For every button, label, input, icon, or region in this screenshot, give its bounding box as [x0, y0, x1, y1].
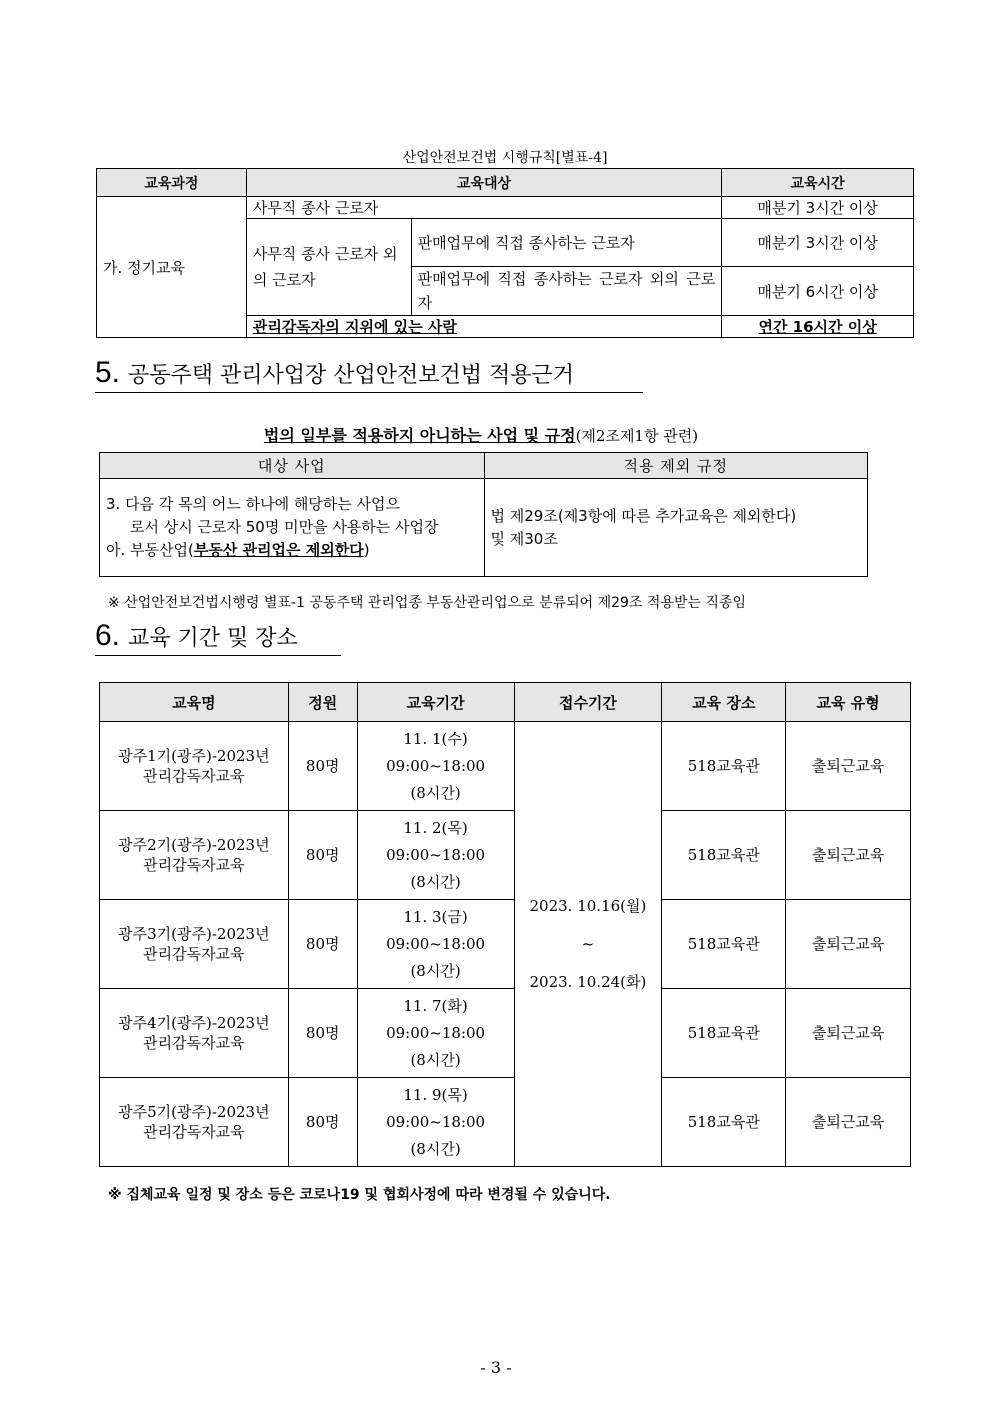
subtitle-ref: (제2조제1항 관련)	[575, 427, 699, 445]
target-cell: 관리감독자의 지위에 있는 사람	[246, 316, 721, 338]
section6-title: 교육 기간 및 장소	[128, 626, 298, 651]
edu-type: 출퇴근교육	[786, 1078, 911, 1167]
table-row	[100, 811, 911, 900]
capacity: 80명	[288, 722, 357, 811]
group-cell: 사무직 종사 근로자 외의 근로자	[246, 219, 411, 316]
exclusion-line: 법 제29조(제3항에 따른 추가교육은 제외한다)	[490, 506, 797, 525]
edu-type: 출퇴근교육	[786, 989, 911, 1078]
header-hours: 교육시간	[722, 169, 914, 197]
table-row	[100, 989, 911, 1078]
header-type: 교육 유형	[786, 683, 911, 722]
exclusion-table	[99, 452, 868, 577]
schedule-table	[99, 682, 911, 1167]
period: 11. 2(목) 09:00~18:00 (8시간)	[357, 811, 514, 900]
period: 11. 9(목) 09:00~18:00 (8시간)	[357, 1078, 514, 1167]
period: 11. 7(화) 09:00~18:00 (8시간)	[357, 989, 514, 1078]
header-place: 교육 장소	[662, 683, 786, 722]
business-line: 아. 부동산업(	[106, 541, 194, 559]
business-line: 3. 다음 각 목의 어느 하나에 해당하는 사업으	[106, 495, 401, 513]
target-cell: 판매업무에 직접 종사하는 근로자	[411, 219, 722, 267]
section6-note: ※ 집체교육 일정 및 장소 등은 코로나19 및 협회사정에 따라 변경될 수 있습니다.	[108, 1187, 611, 1203]
table-row	[100, 722, 911, 811]
header-registration: 접수기간	[514, 683, 662, 722]
course-name: 광주2기(광주)-2023년 관리감독자교육	[100, 811, 289, 900]
hours-cell: 매분기 6시간 이상	[722, 267, 914, 316]
hours-cell: 매분기 3시간 이상	[722, 219, 914, 267]
period: 11. 1(수) 09:00~18:00 (8시간)	[357, 722, 514, 811]
capacity: 80명	[288, 900, 357, 989]
header-capacity: 정원	[288, 683, 357, 722]
subtitle-main: 법의 일부를 적용하지 아니하는 사업 및 규정	[263, 426, 576, 445]
header-course: 교육과정	[97, 169, 247, 197]
capacity: 80명	[288, 1078, 357, 1167]
business-line: )	[363, 541, 370, 559]
target-cell: 사무직 종사 근로자	[246, 197, 721, 219]
section5-subtitle	[96, 423, 866, 446]
header-name: 교육명	[100, 683, 289, 722]
capacity: 80명	[288, 811, 357, 900]
edu-type: 출퇴근교육	[786, 722, 911, 811]
page-number: - 3 -	[480, 1358, 512, 1377]
section5-heading	[95, 356, 643, 393]
section5-note: ※ 산업안전보건법시행령 별표-1 공동주택 관리업종 부동산관리업으로 분류되어 제29조 적용받는 직종임	[108, 595, 747, 611]
business-cell	[100, 479, 485, 577]
table-row	[100, 1078, 911, 1167]
hours-cell: 연간 16시간 이상	[722, 316, 914, 338]
section5-number: 5.	[95, 356, 121, 389]
period: 11. 3(금) 09:00~18:00 (8시간)	[357, 900, 514, 989]
place: 518교육관	[662, 811, 786, 900]
business-line-emph: 부동산 관리업은 제외한다	[193, 541, 364, 559]
course-name: 광주1기(광주)-2023년 관리감독자교육	[100, 722, 289, 811]
place: 518교육관	[662, 1078, 786, 1167]
place: 518교육관	[662, 989, 786, 1078]
section6-heading	[95, 619, 341, 656]
edu-type: 출퇴근교육	[786, 811, 911, 900]
header-period: 교육기간	[357, 683, 514, 722]
course-cell: 가. 정기교육	[97, 197, 247, 338]
header-exclusion: 적용 제외 규정	[484, 453, 867, 479]
header-business: 대상 사업	[100, 453, 485, 479]
section6-number: 6.	[95, 619, 121, 652]
section5-title: 공동주택 관리사업장 산업안전보건법 적용근거	[128, 363, 575, 388]
course-name: 광주5기(광주)-2023년 관리감독자교육	[100, 1078, 289, 1167]
registration-period: 2023. 10.16(월) ~ 2023. 10.24(화)	[514, 722, 662, 1167]
exclusion-line: 및 제30조	[490, 529, 558, 548]
capacity: 80명	[288, 989, 357, 1078]
exclusion-cell	[484, 479, 867, 577]
place: 518교육관	[662, 900, 786, 989]
target-cell: 판매업무에 직접 종사하는 근로자 외의 근로자	[411, 267, 722, 316]
edu-type: 출퇴근교육	[786, 900, 911, 989]
course-name: 광주3기(광주)-2023년 관리감독자교육	[100, 900, 289, 989]
header-target: 교육대상	[246, 169, 721, 197]
table1-caption: 산업안전보건법 시행규칙[별표-4]	[402, 150, 608, 166]
education-hours-table	[96, 168, 914, 338]
business-line: 로서 상시 근로자 50명 미만을 사용하는 사업장	[130, 518, 439, 536]
place: 518교육관	[662, 722, 786, 811]
hours-cell: 매분기 3시간 이상	[722, 197, 914, 219]
course-name: 광주4기(광주)-2023년 관리감독자교육	[100, 989, 289, 1078]
table-row	[100, 900, 911, 989]
